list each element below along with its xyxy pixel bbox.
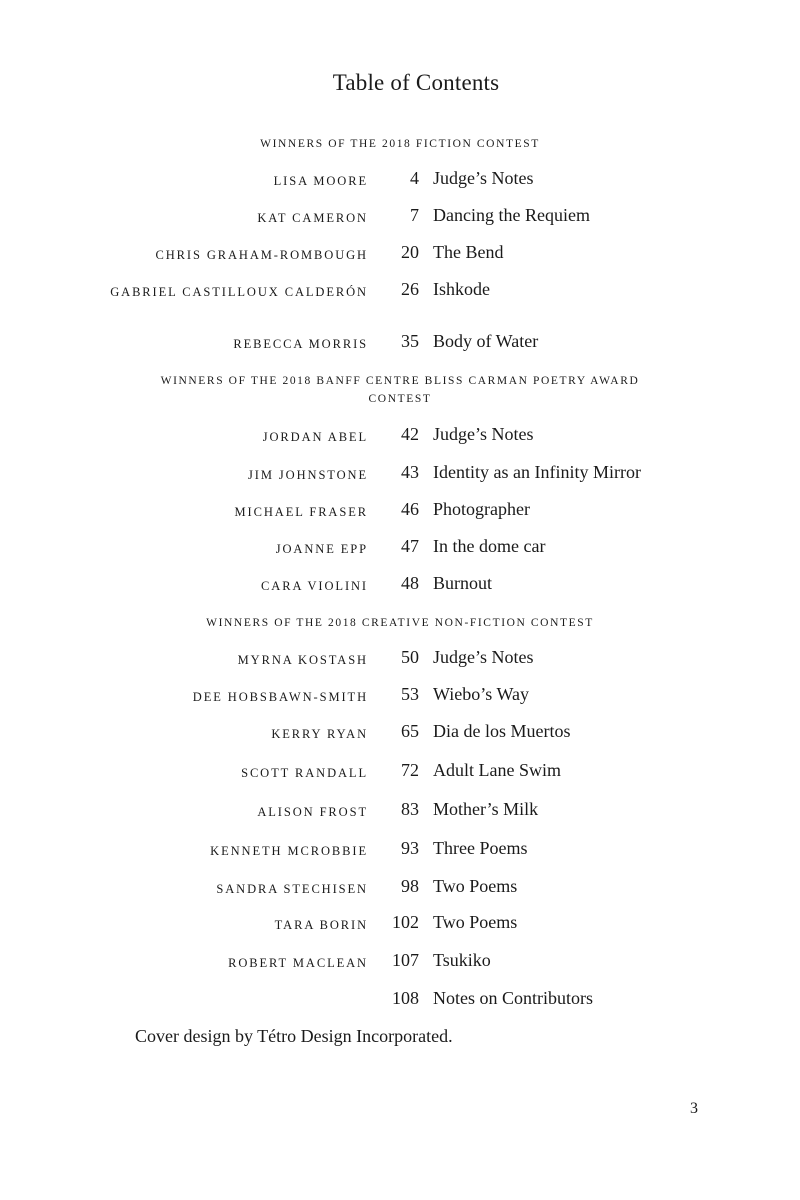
section-heading-fiction: WINNERS OF THE 2018 FICTION CONTEST bbox=[260, 138, 540, 150]
toc-entry[interactable] bbox=[0, 424, 800, 450]
entry-title[interactable]: Adult Lane Swim bbox=[433, 760, 561, 780]
entry-page-number: 47 bbox=[401, 536, 419, 556]
entry-page-number: 26 bbox=[401, 279, 419, 299]
entry-title[interactable]: Dia de los Muertos bbox=[433, 721, 571, 741]
entry-author: JIM JOHNSTONE bbox=[248, 468, 368, 482]
entry-author: JOANNE EPP bbox=[275, 542, 368, 556]
entry-title[interactable]: Judge’s Notes bbox=[433, 168, 534, 188]
entry-page-number: 108 bbox=[392, 988, 419, 1008]
toc-entry[interactable] bbox=[0, 912, 800, 938]
cover-credit: Cover design by Tétro Design Incorporated. bbox=[135, 1026, 453, 1046]
entry-author: KAT CAMERON bbox=[257, 211, 368, 225]
entry-page-number: 50 bbox=[401, 647, 419, 667]
entry-page-number: 53 bbox=[401, 684, 419, 704]
entry-title[interactable]: Photographer bbox=[433, 499, 530, 519]
entry-author: CARA VIOLINI bbox=[261, 579, 368, 593]
entry-title[interactable]: Wiebo’s Way bbox=[433, 684, 529, 704]
toc-entry[interactable] bbox=[0, 462, 800, 488]
entry-page-number: 102 bbox=[392, 912, 419, 932]
entry-title[interactable]: Three Poems bbox=[433, 838, 528, 858]
toc-entry[interactable] bbox=[0, 499, 800, 525]
entry-page-number: 42 bbox=[401, 424, 419, 444]
toc-entry[interactable] bbox=[0, 573, 800, 599]
entry-page-number: 46 bbox=[401, 499, 419, 519]
entry-page-number: 43 bbox=[401, 462, 419, 482]
entry-page-number: 4 bbox=[410, 168, 419, 188]
entry-title[interactable]: Identity as an Infinity Mirror bbox=[433, 462, 641, 482]
entry-title[interactable]: Ishkode bbox=[433, 279, 490, 299]
entry-title[interactable]: Mother’s Milk bbox=[433, 799, 539, 819]
entry-title[interactable]: Judge’s Notes bbox=[433, 647, 534, 667]
entry-title[interactable]: Body of Water bbox=[433, 331, 539, 351]
toc-entry[interactable] bbox=[0, 331, 800, 357]
entry-title[interactable]: Two Poems bbox=[433, 912, 518, 932]
toc-entry[interactable] bbox=[0, 684, 800, 710]
toc-entry[interactable] bbox=[0, 876, 800, 902]
entry-author: SANDRA STECHISEN bbox=[216, 882, 368, 896]
entry-author: ROBERT MACLEAN bbox=[228, 956, 368, 970]
entry-title[interactable]: Notes on Contributors bbox=[433, 988, 593, 1008]
entry-author: KERRY RYAN bbox=[271, 727, 368, 741]
entry-page-number: 72 bbox=[401, 760, 419, 780]
entry-page-number: 83 bbox=[401, 799, 419, 819]
entry-page-number: 98 bbox=[401, 876, 419, 896]
page-number: 3 bbox=[690, 1100, 698, 1117]
toc-entry[interactable] bbox=[0, 536, 800, 562]
toc-entry[interactable] bbox=[0, 205, 800, 231]
toc-entry[interactable] bbox=[0, 988, 800, 1014]
entry-page-number: 93 bbox=[401, 838, 419, 858]
entry-title[interactable]: In the dome car bbox=[433, 536, 546, 556]
entry-page-number: 35 bbox=[401, 331, 419, 351]
entry-title[interactable]: Judge’s Notes bbox=[433, 424, 534, 444]
entry-title[interactable]: The Bend bbox=[433, 242, 504, 262]
entry-author: ALISON FROST bbox=[257, 805, 368, 819]
toc-entry[interactable] bbox=[0, 950, 800, 976]
entry-author: LISA MOORE bbox=[273, 174, 368, 188]
toc-entry[interactable] bbox=[0, 760, 800, 786]
entry-page-number: 20 bbox=[401, 242, 419, 262]
entry-author: DEE HOBSBAWN-SMITH bbox=[192, 690, 368, 704]
section-heading-poetry: WINNERS OF THE 2018 BANFF CENTRE BLISS CARMAN POETRY AWARD CONTEST bbox=[160, 375, 640, 405]
toc-entry[interactable] bbox=[0, 242, 800, 268]
entry-author: CHRIS GRAHAM-ROMBOUGH bbox=[155, 248, 368, 262]
entry-author: SCOTT RANDALL bbox=[241, 766, 368, 780]
entry-page-number: 7 bbox=[410, 205, 419, 225]
entry-author: JORDAN ABEL bbox=[262, 430, 368, 444]
toc-entry[interactable] bbox=[0, 168, 800, 194]
toc-entry[interactable] bbox=[0, 838, 800, 864]
entry-page-number: 107 bbox=[392, 950, 419, 970]
entry-title[interactable]: Dancing the Requiem bbox=[433, 205, 590, 225]
entry-author: REBECCA MORRIS bbox=[233, 337, 368, 351]
toc-entry[interactable] bbox=[0, 721, 800, 747]
page-title: Table of Contents bbox=[332, 70, 500, 95]
entry-author: TARA BORIN bbox=[274, 918, 368, 932]
entry-author: MYRNA KOSTASH bbox=[237, 653, 368, 667]
entry-author: GABRIEL CASTILLOUX CALDERÓN bbox=[110, 285, 368, 299]
entry-title[interactable]: Tsukiko bbox=[433, 950, 491, 970]
entry-author: MICHAEL FRASER bbox=[234, 505, 368, 519]
entry-author: KENNETH MCROBBIE bbox=[210, 844, 368, 858]
entry-page-number: 48 bbox=[401, 573, 419, 593]
section-heading-nonfiction: WINNERS OF THE 2018 CREATIVE NON-FICTION CONTEST bbox=[206, 617, 594, 629]
toc-entry[interactable] bbox=[0, 647, 800, 673]
entry-title[interactable]: Two Poems bbox=[433, 876, 518, 896]
entry-title[interactable]: Burnout bbox=[433, 573, 493, 593]
toc-entry[interactable] bbox=[0, 799, 800, 825]
toc-entry[interactable] bbox=[0, 279, 800, 305]
entry-page-number: 65 bbox=[401, 721, 419, 741]
